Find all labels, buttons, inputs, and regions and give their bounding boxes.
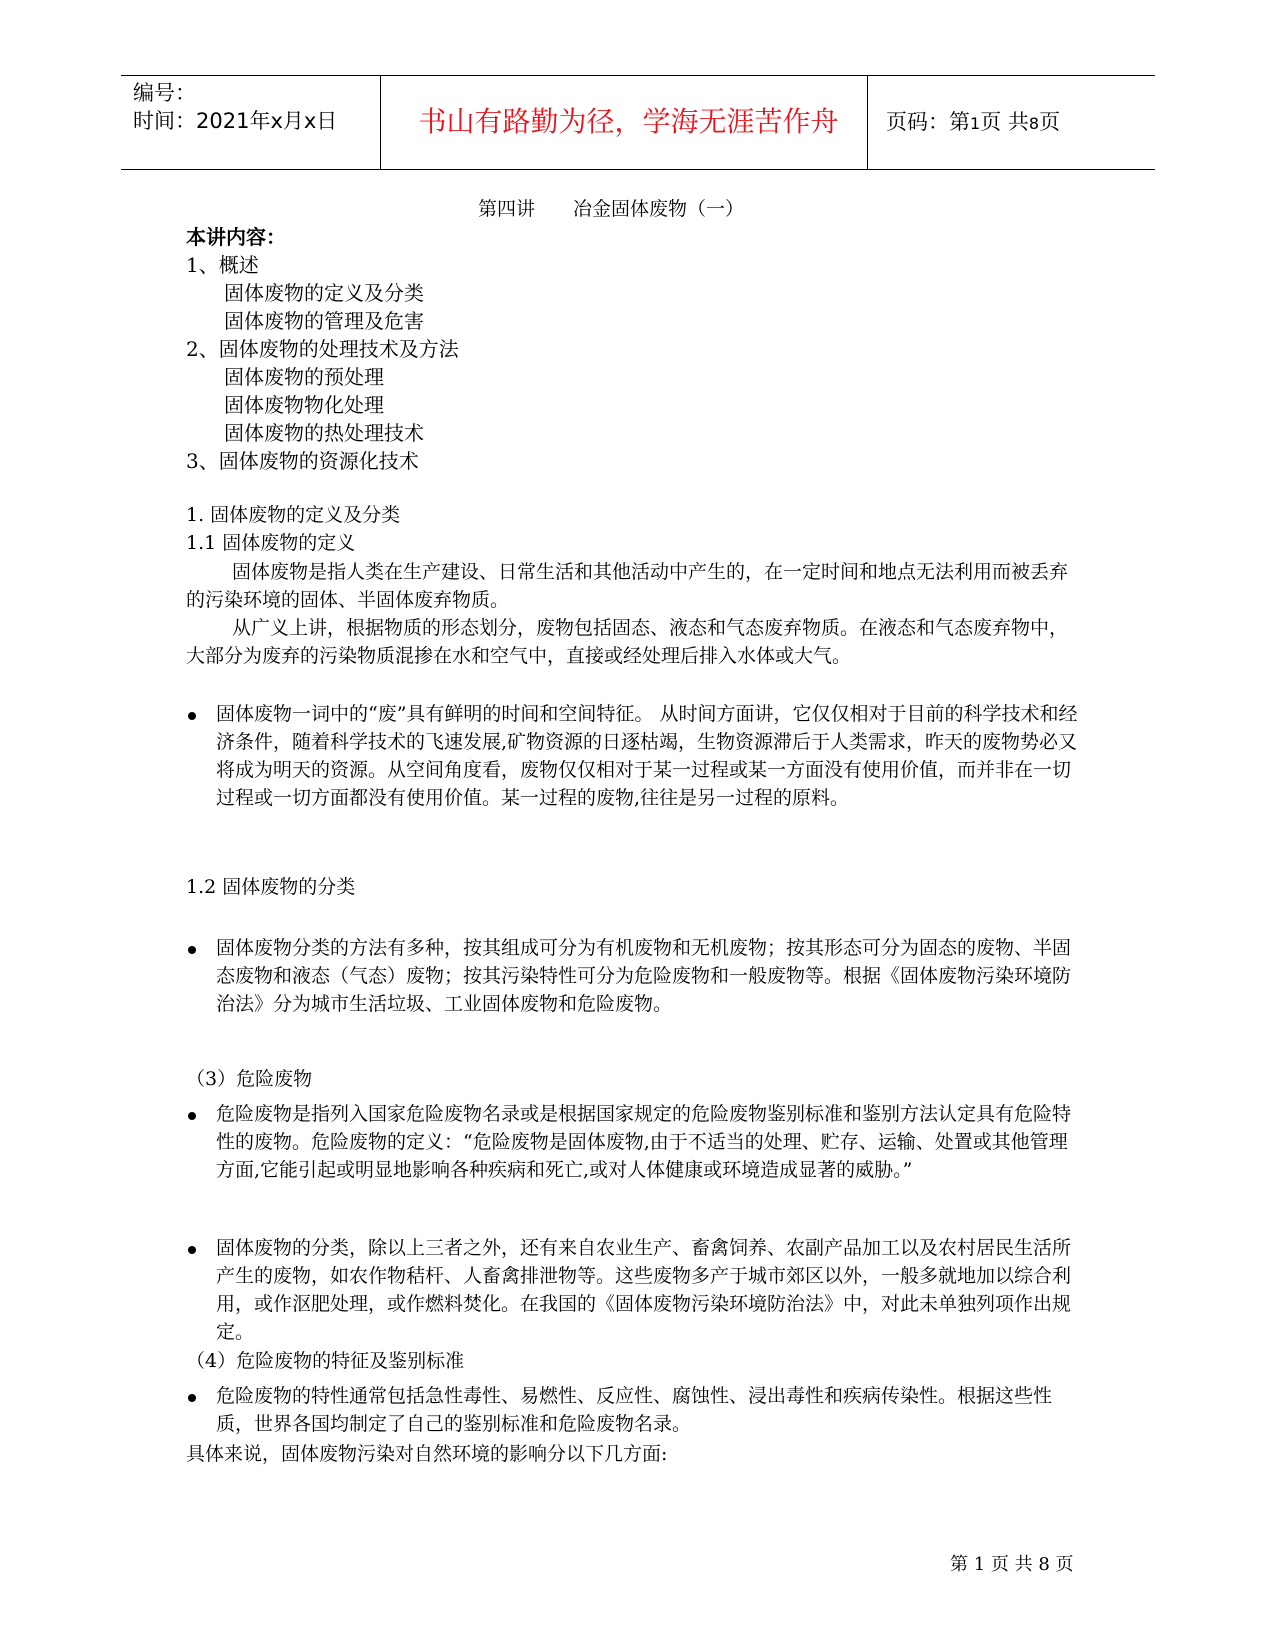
paragraph: 固体废物是指人类在生产建设、日常生活和其他活动中产生的，在一定时间和地点无法利用而被丢弃的污染环境的固体、半固体废弃物质。 [186, 561, 1069, 611]
bullet-paragraph: 固体废物一词中的“废”具有鲜明的时间和空间特征。 从时间方面讲，它仅仅相对于目前的科学技术和经济条件，随着科学技术的飞速发展,矿物资源的日逐枯竭，生物资源滞后于人类需求，昨天的废物势必又将成为明天的资源。从空间角度看，废物仅仅相对于某一过程或某一方面没有使用价值，而并非在一切过程或一切方面都没有使用价值。某一过程的废物,往往是另一过程的原料。 [216, 703, 1078, 809]
bullet-paragraph: 固体废物的分类，除以上三者之外，还有来自农业生产、畜禽饲养、农副产品加工以及农村居民生活所产生的废物，如农作物秸杆、人畜禽排泄物等。这些废物多产于城市郊区以外，一般多就地加以综合利用，或作沤肥处理，或作燃料焚化。在我国的《固体废物污染环境防治法》中，对此未单独列项作出规定。 [216, 1237, 1072, 1343]
outline-item: 固体废物的定义及分类 [224, 281, 424, 305]
page-header [121, 75, 1155, 170]
bullet-paragraph: 危险废物的特性通常包括急性毒性、易燃性、反应性、腐蚀性、浸出毒性和疾病传染性。根据这些性质，世界各国均制定了自己的鉴别标准和危险废物名录。 [216, 1385, 1053, 1435]
section-heading: 1. 固体废物的定义及分类 [186, 504, 401, 526]
outline-heading: 本讲内容： [186, 225, 286, 249]
header-motto: 书山有路勤为径，学海无涯苦作舟 [418, 105, 839, 138]
bullet-icon [188, 1246, 196, 1254]
header-meta [133, 79, 337, 135]
page-suffix: 页 [1039, 110, 1061, 134]
page-mid: 页 共 [980, 110, 1029, 134]
bullet-icon [188, 1112, 196, 1120]
doc-number-label: 编号： [133, 81, 196, 105]
section-heading: 1.2 固体废物的分类 [186, 876, 356, 898]
outline-item: 3、固体废物的资源化技术 [186, 449, 419, 473]
outline-item: 固体废物的热处理技术 [224, 421, 424, 445]
paragraph: 从广义上讲，根据物质的形态划分，废物包括固态、液态和气态废弃物质。在液态和气态废弃物中，大部分为废弃的污染物质混掺在水和空气中，直接或经处理后排入水体或大气。 [186, 617, 1069, 667]
outline-item: 1、概述 [186, 253, 259, 277]
page-total: 8 [1028, 114, 1040, 133]
outline-item: 固体废物的管理及危害 [224, 309, 424, 333]
bullet-paragraph: 固体废物分类的方法有多种，按其组成可分为有机废物和无机废物；按其形态可分为固态的废物、半固态废物和液态（气态）废物；按其污染特性可分为危险废物和一般废物等。根据《固体废物污染环境防治法》分为城市生活垃圾、工业固体废物和危险废物。 [216, 937, 1072, 1015]
section-heading: 1.1 固体废物的定义 [186, 532, 356, 554]
outline-item: 2、固体废物的处理技术及方法 [186, 337, 459, 361]
header-page-number [886, 107, 1060, 139]
bullet-icon [188, 712, 196, 720]
doc-date: 时间：2021年x月x日 [133, 109, 338, 133]
outline-item: 固体废物的预处理 [224, 365, 384, 389]
paragraph: 具体来说，固体废物污染对自然环境的影响分以下几方面: [186, 1443, 668, 1465]
bullet-icon [188, 946, 196, 954]
section-heading: （4）危险废物的特征及鉴别标准 [186, 1350, 465, 1372]
bullet-icon [188, 1394, 196, 1402]
header-divider [380, 76, 381, 169]
page-current: 1 [970, 114, 981, 133]
page-title: 第四讲 冶金固体废物（一） [478, 198, 745, 220]
page-prefix: 页码：第 [886, 110, 970, 134]
bullet-paragraph: 危险废物是指列入国家危险废物名录或是根据国家规定的危险废物鉴别标准和鉴别方法认定具有危险特性的废物。危险废物的定义：“危险废物是固体废物,由于不适当的处理、贮存、运输、处置或其他管理方面,它能引起或明显地影响各种疾病和死亡,或对人体健康或环境造成显著的威胁。” [216, 1103, 1072, 1181]
outline-item: 固体废物物化处理 [224, 393, 384, 417]
section-heading: （3）危险废物 [186, 1068, 313, 1090]
page-footer: 第 1 页 共 8 页 [950, 1554, 1074, 1575]
